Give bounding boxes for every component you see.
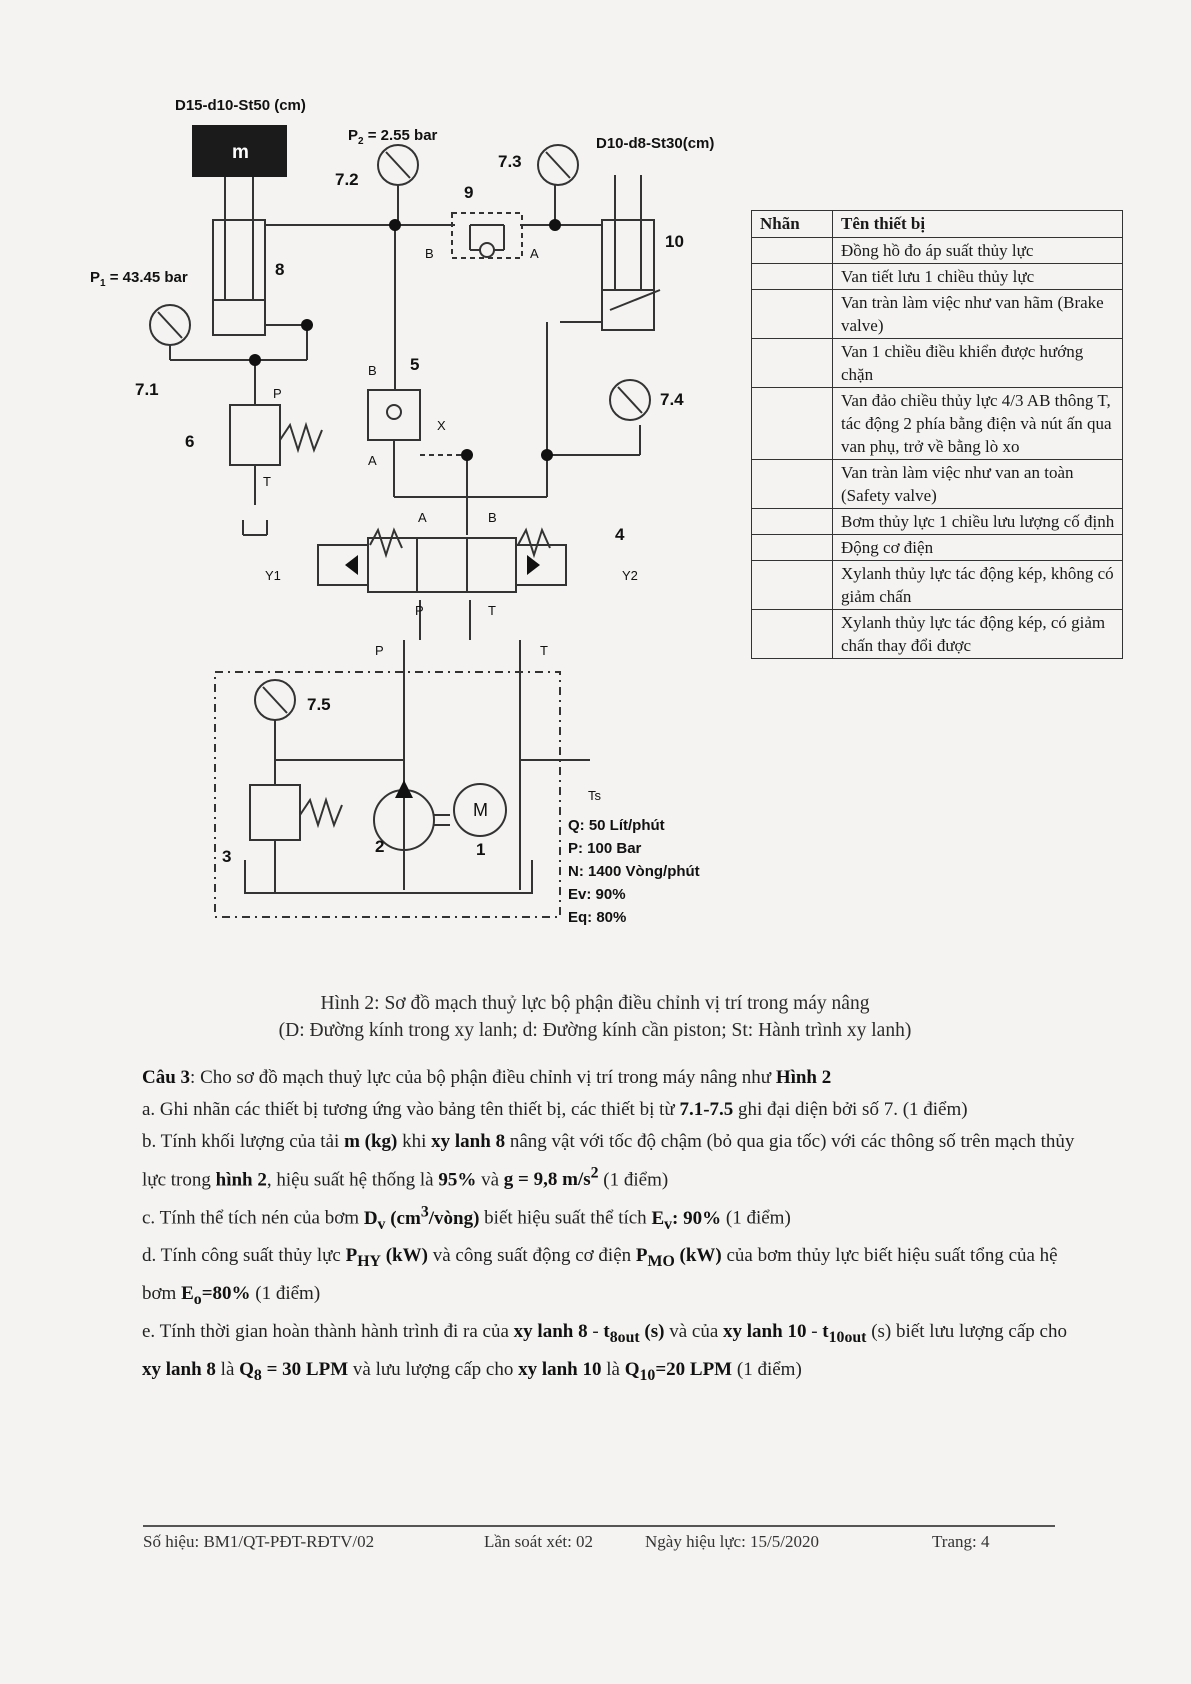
figure-caption (130, 990, 1060, 1044)
footer-revision: Lần soát xét: 02 (484, 1532, 594, 1551)
label-5: 5 (410, 355, 420, 374)
label-2: 2 (375, 837, 385, 856)
port-b-5: B (368, 363, 377, 378)
question-part-d: d. Tính công suất thủy lực $P_{HY}$ (kW) và công suất động cơ điện $P_{MO}$ (kW) của bơm thủy lực biết hiệu suất tổng của hệ bơm $E_o=80\%$ (1 điểm) (142, 1245, 1058, 1309)
label-6: 6 (185, 432, 195, 451)
svg-text:P: 100 Bar: P: 100 Bar (568, 840, 642, 857)
pressure-p1-label: $P_1 = 43.45$ bar (90, 269, 188, 289)
label-7-1: 7.1 (135, 380, 159, 399)
table-row: Xylanh thủy lực tác động kép, không có giảm chấn (752, 561, 1123, 610)
question-part-c: c. Tính thể tích nén của bơm $D_v$ $(cm^3/vòng)$ biết hiệu suất thể tích $E_v$: 90% (1 điểm) (142, 1203, 791, 1233)
label-1: 1 (476, 840, 486, 859)
port-t-4: T (488, 603, 496, 618)
throttle-check-valve-9 (452, 213, 522, 258)
table-row: Đồng hồ đo áp suất thủy lực (752, 238, 1123, 264)
question-3 (142, 1062, 1086, 1392)
footer-effective-date: Ngày hiệu lực: 15/5/2020 (645, 1532, 819, 1551)
port-a-4: A (418, 510, 427, 525)
header-device-name: Tên thiết bị (833, 211, 1123, 238)
brake-relief-valve-6 (230, 405, 280, 465)
port-a-9: A (530, 246, 539, 261)
port-t-line: T (540, 643, 548, 658)
header-label: Nhãn (752, 211, 833, 238)
table-row: Van tràn làm việc như van hãm (Brake valve) (752, 290, 1123, 339)
svg-text:Eq: 80%: Eq: 80% (568, 909, 627, 926)
pump-specs (568, 817, 700, 926)
label-9: 9 (464, 183, 474, 202)
question-part-b: b. Tính khối lượng của tải m (kg) khi xy lanh 8 nâng vật với tốc độ chậm (bỏ qua gia tốc) với các thông số trên mạch thủy lực trong hình 2, hiệu suất hệ thống là 95% và g = 9,8 $m/s^2$ (1 điểm) (142, 1131, 1075, 1191)
motor-m-label: M (473, 800, 488, 820)
device-name-table (751, 210, 1123, 659)
svg-text:Ev: 90%: Ev: 90% (568, 886, 626, 903)
table-row: Động cơ điện (752, 535, 1123, 561)
port-b-9: B (425, 246, 434, 261)
cylinder-8-spec: D15-d10-St50 (cm) (175, 97, 306, 114)
table-row: Xylanh thủy lực tác động kép, có giảm chấn thay đổi được (752, 610, 1123, 659)
port-t-6: T (263, 474, 271, 489)
port-p-4: P (415, 603, 424, 618)
table-row: Van đảo chiều thủy lực 4/3 AB thông T, tác động 2 phía bằng điện và nút ấn qua van phụ, trở về bằng lò xo (752, 388, 1123, 460)
directional-valve-4 (368, 538, 516, 592)
port-x-5: X (437, 418, 446, 433)
cylinder-10-body (602, 220, 654, 330)
mass-label: m (232, 142, 249, 163)
label-4: 4 (615, 525, 625, 544)
label-7-4: 7.4 (660, 390, 684, 409)
port-ts: Ts (588, 788, 601, 803)
table-row: Van tiết lưu 1 chiều thủy lực (752, 264, 1123, 290)
label-10: 10 (665, 232, 684, 251)
pilot-check-valve-5 (368, 390, 420, 440)
footer-doc-code: Số hiệu: BM1/QT-PĐT-RĐTV/02 (143, 1532, 375, 1551)
question-part-e: e. Tính thời gian hoàn thành hành trình đi ra của xy lanh $8 - t_{8out}$ (s) và của xy lanh $10 - t_{10out}$ (s) biết lưu lượng cấp cho xy lanh 8 là $Q_8 = 30$ LPM và lưu lượng cấp cho xy lanh 10 là $Q_{10}=20$ LPM (1 điểm) (142, 1321, 1067, 1384)
port-p-6: P (273, 386, 282, 401)
label-7-2: 7.2 (335, 170, 359, 189)
cylinder-10-spec: D10-d8-St30(cm) (596, 135, 715, 152)
table-row: Van tràn làm việc như van an toàn (Safety valve) (752, 460, 1123, 509)
table-row: Van 1 chiều điều khiển được hướng chặn (752, 339, 1123, 388)
solenoid-y1: Y1 (265, 568, 281, 583)
table-row: Bơm thủy lực 1 chiều lưu lượng cố định (752, 509, 1123, 535)
label-3: 3 (222, 847, 232, 866)
question-part-a: a. Ghi nhãn các thiết bị tương ứng vào bảng tên thiết bị, các thiết bị từ 7.1-7.5 ghi đại diện bởi số 7. (1 điểm) (142, 1099, 968, 1120)
question-intro: Câu 3: Cho sơ đồ mạch thuỷ lực của bộ phận điều chỉnh vị trí trong máy nâng như Hình 2 (142, 1067, 832, 1088)
label-7-3: 7.3 (498, 152, 522, 171)
svg-text:Q: 50 Lít/phút: Q: 50 Lít/phút (568, 817, 665, 834)
footer-page-number: Trang: 4 (932, 1532, 990, 1551)
port-p-line: P (375, 643, 384, 658)
solenoid-y2: Y2 (622, 568, 638, 583)
safety-relief-valve-3 (250, 785, 300, 840)
caption-line-1: Hình 2: Sơ đồ mạch thuỷ lực bộ phận điều chỉnh vị trí trong máy nâng (320, 993, 870, 1014)
port-b-4: B (488, 510, 497, 525)
pressure-p2-label: $P_2 = 2.55$ bar (348, 127, 438, 147)
caption-line-2: (D: Đường kính trong xy lanh; d: Đường kính cần piston; St: Hành trình xy lanh) (278, 1020, 912, 1041)
label-8: 8 (275, 260, 285, 279)
port-a-5: A (368, 453, 377, 468)
cylinder-8-body (213, 220, 265, 335)
label-7-5: 7.5 (307, 695, 331, 714)
svg-text:N: 1400 Vòng/phút: N: 1400 Vòng/phút (568, 863, 700, 880)
footer-divider (143, 1525, 1055, 1527)
